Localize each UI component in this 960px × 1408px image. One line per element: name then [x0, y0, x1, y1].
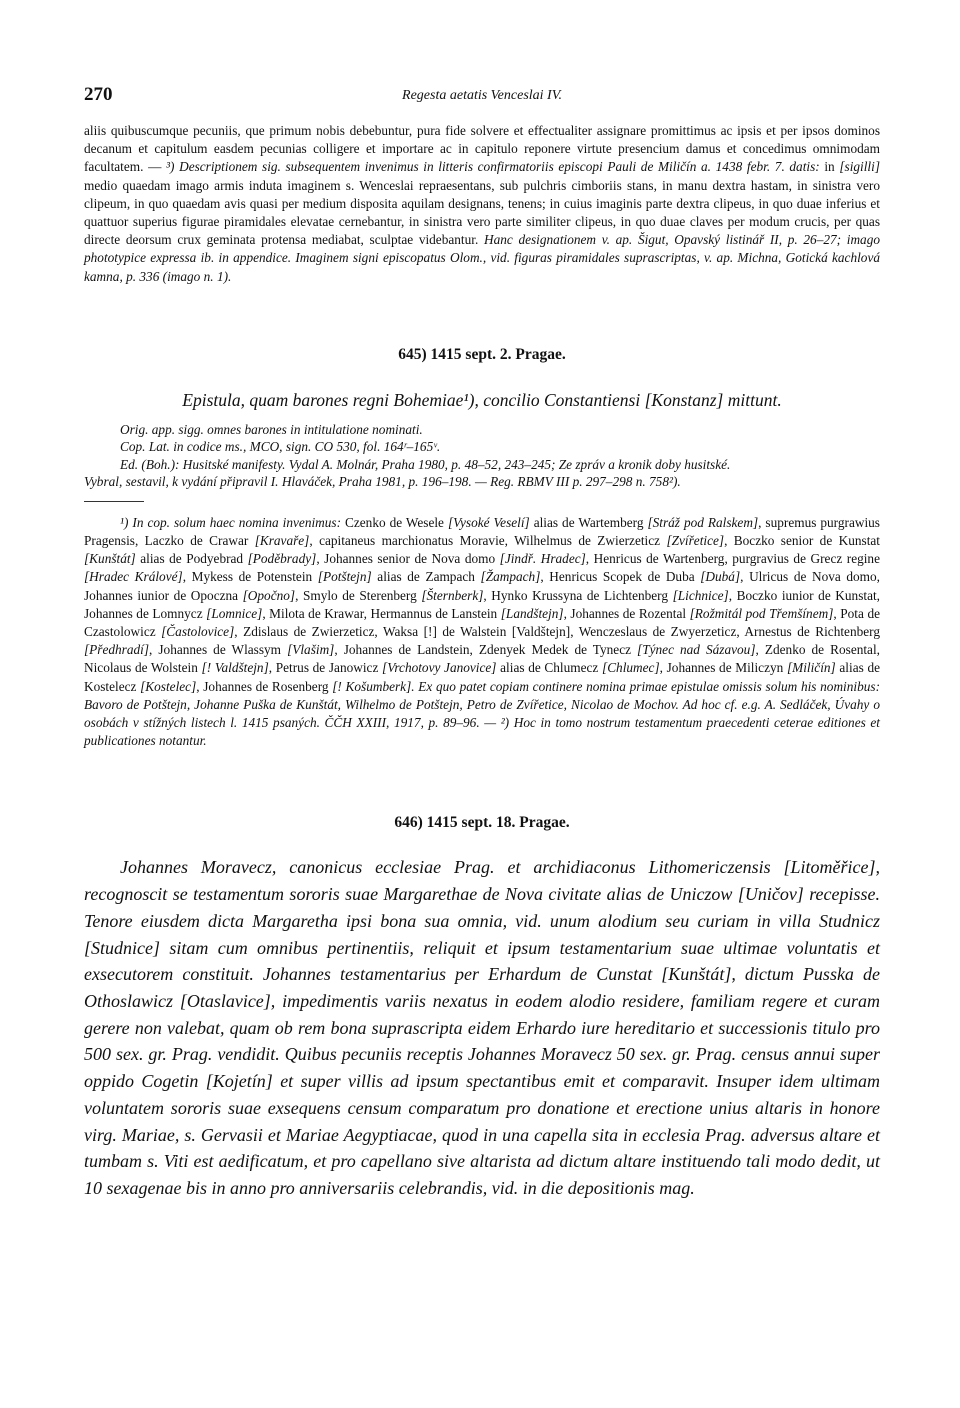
footnote-run: [Zvířetice] [666, 533, 725, 549]
page-header [84, 84, 880, 114]
document-645-regest: Epistula, quam barones regni Bohemiae¹), concilio Constantiensi [Konstanz] mittunt. [182, 389, 782, 410]
footnote-run: [Rožmitál pod Třemšínem] [689, 605, 834, 621]
footnote-run: [Potštejn] [317, 569, 372, 585]
footnote-run: [Častolovice] [161, 624, 235, 640]
footnote-run: [Vrchotovy Janovice] [382, 660, 497, 676]
footnote-3-text: ³) Descriptionem sig. subsequentem invenimus in litteris confirmatoriis episcopi Pauli de Miličín a. 1438 febr. 7. datis: [166, 159, 820, 175]
footnote-run: [Stráž pod Ralskem] [647, 514, 759, 530]
footnote-run: , Johannes senior de Nova domo [316, 551, 500, 567]
footnote-run: , Henricus Scopek de Duba [540, 569, 701, 585]
footnote-run: alias de Podyebrad [135, 551, 248, 567]
page-number: 270 [84, 84, 113, 105]
continuation-paragraph [84, 122, 880, 286]
document-645-tradition [84, 421, 880, 491]
footnote-run: , Hynko Krussyna de Lichtenberg [483, 587, 673, 603]
footnote-run: [Chlumec] [602, 660, 660, 676]
footnote-run: [Žampach] [480, 569, 541, 585]
footnote-run: , Ulricus de Nova domo, Johannes iunior de Opoczna [84, 569, 881, 603]
footnote-run: [! Košumberk]. Ex quo patet copiam continere nomina primae epistulae omissis solum his nominibus: Bavoro de Potštejn, Johanne Puška de Kunštát, Wilhelmo de Potštejn, Petro de Zvířetice, Nicolao de Mochov. Ad hoc cf. e.g. A. Sedláček, Úvahy o osobách v stížných listech l. 1415 psaných. ČČH XXIII, 1917, p. 89–96. — ²) Hoc in tomo nostrum testamentum praecedenti ceterae editiones et publicationes notantur. [84, 678, 880, 749]
footnote-run: , Pota de Czastolowicz [84, 605, 880, 640]
footnote-run: , Milota de Krawar, Hermannus de Lanstein [262, 605, 501, 621]
sigilli-bracket: [sigilli] [839, 159, 880, 175]
footnote-run: [Jindř. Hradec] [499, 551, 586, 567]
footnote-run: [Vlašim] [287, 642, 335, 658]
continuation-text: aliis quibuscumque pecuniis, que primum nobis debebuntur, pura fide solvere et effectualiter assignare promittimus ac ipsis et per ipsos dominos decanum et capitulum easdem pecunias colligere et importare ac in capitulo reponere virtute presencium damus et concedimus omnimodam facultatem. — [84, 123, 880, 175]
footnote-run: , Johannes de Rozental [563, 605, 690, 621]
footnote-run: , Johannes de Miliczyn [659, 660, 787, 676]
footnote-run: [Předhradí] [84, 642, 150, 658]
tradition-cop: Cop. Lat. in codice ms., MCO, sign. CO 530, fol. 164ʳ–165ᵛ. [120, 439, 441, 455]
footnote-run: [Lichnice] [672, 587, 729, 603]
footnote-run: , Henricus de Wartenberg, purgravius de Grecz regine [585, 551, 880, 567]
footnote-run: , Zdenko de Rosental, Nicolaus de Wolstein [84, 642, 880, 676]
footnote-run: [Poděbrady] [247, 551, 317, 567]
continuation-in: in [819, 159, 840, 175]
document-645-heading: 645) 1415 sept. 2. Pragae. [398, 345, 566, 363]
tradition-ed-2: Vybral, sestavil, k vydání připravil I. Hlaváček, Praha 1981, p. 196–198. — Reg. RBMV III p. 297–298 n. 758²). [84, 474, 681, 490]
footnote-run: [Šternberk] [421, 587, 484, 603]
footnote-run: alias de Kostelecz [84, 660, 880, 694]
document-page [84, 84, 880, 1202]
footnote-run: , Mykess de Potenstein [182, 569, 318, 585]
footnote-run: [Lomnice] [206, 605, 263, 621]
document-646-heading: 646) 1415 sept. 18. Pragae. [394, 814, 570, 832]
footnote-run: [Landštejn] [500, 605, 564, 621]
footnote-run: alias de Wartemberg [529, 514, 648, 530]
footnote-run: [Týnec nad Sázavou] [637, 642, 756, 658]
footnote-run: , Johannes de Wlassym [149, 642, 288, 658]
footnote-run: [! Valdštejn] [201, 660, 269, 676]
footnote-run: , Johannes de Rosenberg [196, 678, 333, 694]
footnote-run: , Smylo de Sterenberg [295, 587, 422, 603]
footnote-run: [Vysoké Veselí] [447, 514, 530, 530]
footnote-run: , Boczko iunior de Kunstat, Johannes de Lomnycz [84, 587, 880, 621]
footnote-run: , Boczko senior de Kunstat [724, 533, 880, 549]
footnote-run: [Kravaře] [254, 533, 310, 549]
seal-references: Hanc designationem v. ap. Šigut, Opavský listinář II, p. 26–27; imago phototypice expressa ib. in appendice. Imaginem signi episcopatus Olom., vid. figuras piramidales suprascriptas, v. ap. Michna, Gotická kachlová kamna, p. 336 (imago n. 1). [84, 232, 880, 284]
footnote-run: , Zdislaus de Zwierzeticz, Waksa [!] de Walstein [Valdštejn], Wenczeslaus de Zwyerzeticz, Arnestus de Richtenberg [234, 624, 880, 640]
seal-description: medio quaedam imago armis induta imaginem s. Wenceslai repraesentans, sub pulchris cimboriis stans, in manu dextra hastam, in sinistra vero clipeum, in quo quaedam avis quasi per medium disposita aquilam designans, tenens; in cuius imaginis parte dextra clipeus, in quo duae inferius et quattuor superius figurae piramidales elevatae cernebantur, in sinistra vero parte similiter clipeus, in quo duae claves per modum crucis, per quas directe deorsum crux geminata protensa mediabat, sculptae videbantur. [84, 177, 880, 248]
footnote-separator [84, 501, 144, 502]
footnote-run: ¹) In cop. solum haec nomina invenimus: [120, 514, 345, 530]
footnote-run: alias de Chlumecz [496, 660, 603, 676]
footnote-run: [Kunštát] [84, 551, 136, 567]
footnote-run: [Kostelec] [140, 678, 197, 694]
footnote-run: Czenko de Wesele [345, 514, 448, 530]
document-645-footnote [84, 514, 880, 751]
footnote-run: [Dubá] [700, 569, 741, 585]
footnote-run: , supremus purgrawius Pragensis, Laczko de Crawar [84, 514, 880, 549]
footnote-run: [Opočno] [242, 587, 296, 603]
footnote-run: , Petrus de Janowicz [268, 660, 383, 676]
footnote-run: , capitaneus marchionatus Moravie, Wilhelmus de Zwierzeticz [309, 533, 667, 549]
tradition-ed-1: Ed. (Boh.): Husitské manifesty. Vydal A. Molnár, Praha 1980, p. 48–52, 243–245; Ze zpráv a kronik doby husitské. [120, 456, 731, 472]
footnote-run: [Miličín] [786, 660, 836, 676]
footnote-run: [Hradec Králové] [84, 569, 183, 585]
running-title: Regesta aetatis Venceslai IV. [402, 88, 562, 103]
footnote-run: alias de Zampach [371, 569, 481, 585]
document-646-regest: Johannes Moravecz, canonicus ecclesiae Prag. et archidiaconus Lithomericzensis [Litoměřice], recognoscit se testamentum sororis suae Margarethae de Nova civitate alias de Uniczow [Uničov] recepisse. Tenore eiusdem dicta Margaretha ipsi bona sua omnia, vid. unum alodium seu curiam in villa Studnicz [Studnice] sitam cum omnibus pertinentiis, reliquit et ipsum testamentarium suae ultimae voluntatis et exsecutorem constituit. Johannes testamentarius per Erhardum de Cunstat [Kunštát], dictum Pusska de Othoslawicz [Otaslavice], impedimentis variis nexatus in eodem alodio residere, familiam regere et curam gerere non valebat, quam ob rem bona suprascripta eidem Erhardo iure hereditario et successionis titulo pro 500 sex. gr. Prag. vendidit. Quibus pecuniis receptis Johannes Moravecz 50 sex. gr. Prag. census annui super oppido Cogetin [Kojetín] et super villis ad ipsum spectantibus emit et comparavit. Insuper idem ultimam voluntatem sororis suae exsequens censum comparatum pro donatione et erectione unius altaris in honore virg. Mariae, s. Gervasii et Mariae Aegyptiacae, quod in una capella sita in ecclesia Prag. adversus altare et tumbam s. Viti est aedificatum, et pro capellano sive altarista ad dictum altare instituendo tali modo dedit, ut 10 sexagenae bis in anno pro anniversariis celebrandis, vid. in die depositionis mag. [84, 857, 880, 1198]
tradition-orig: Orig. app. sigg. omnes barones in intitulatione nominati. [120, 421, 423, 437]
footnote-run: , Johannes de Landstein, Zdenyek Medek de Tynecz [334, 642, 638, 658]
